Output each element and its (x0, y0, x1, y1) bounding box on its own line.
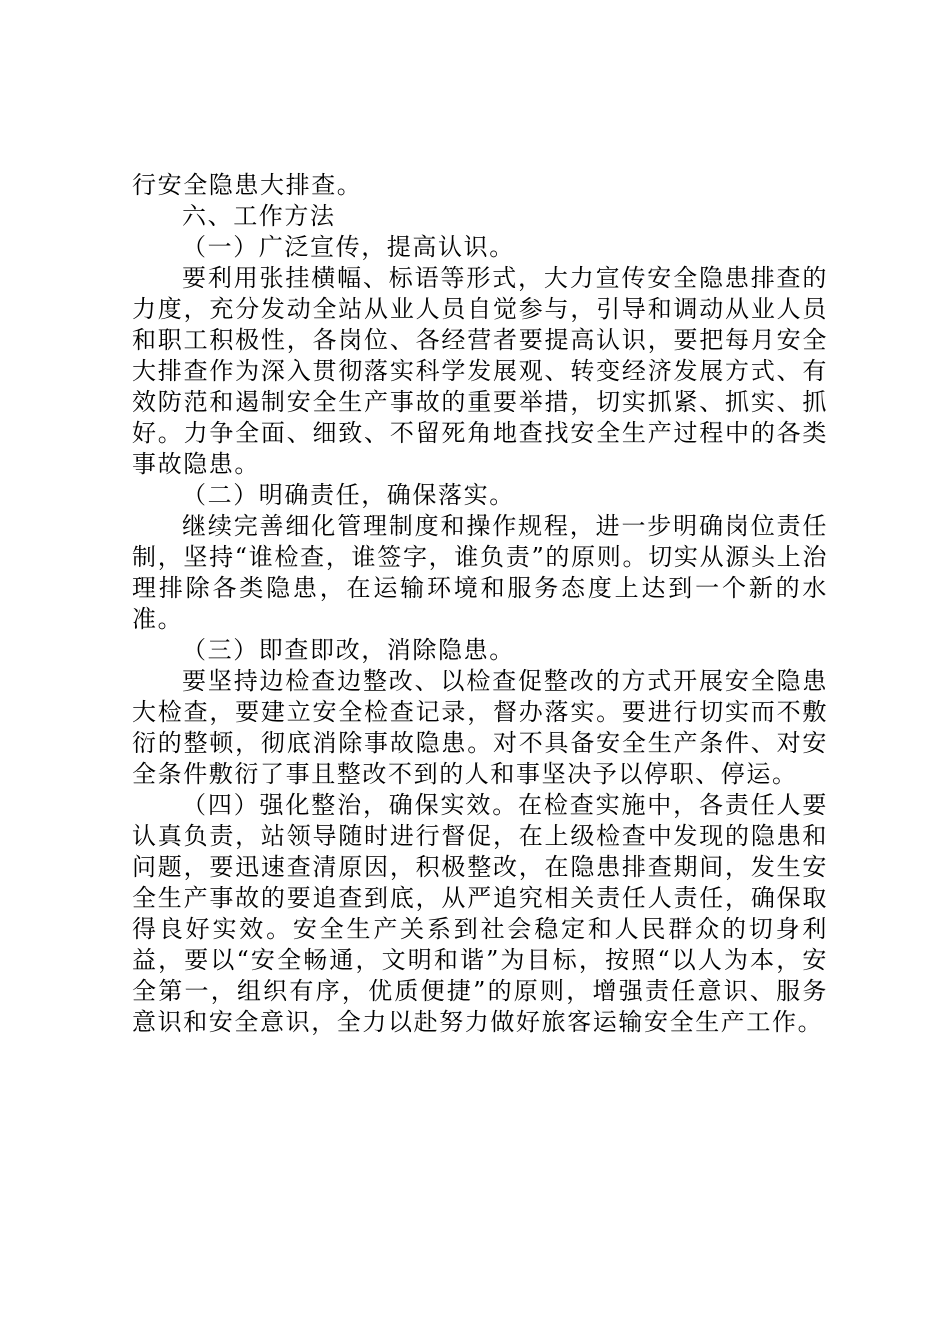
paragraph-publicity: 要利用张挂横幅、标语等形式，大力宣传安全隐患排查的力度，充分发动全站从业人员自觉参与，引导和调动从业人员和职工积极性，各岗位、各经营者要提高认识，要把每月安全大排查作为深入贯彻落实科学发展观、转变经济发展方式、有效防范和遏制安全生产事故的重要举措，切实抓紧、抓实、抓好。力争全面、细致、不留死角地查找安全生产过程中的各类事故隐患。 (132, 264, 828, 478)
document-body (132, 170, 828, 1038)
paragraph-responsibility: 继续完善细化管理制度和操作规程，进一步明确岗位责任制，坚持“谁检查，谁签字，谁负责”的原则。切实从源头上治理排除各类隐患，在运输环境和服务态度上达到一个新的水准。 (132, 512, 828, 633)
paragraph-rectification: 要坚持边检查边整改、以检查促整改的方式开展安全隐患大检查，要建立安全检查记录，督办落实。要进行切实而不敷衍的整顿，彻底消除事故隐患。对不具备安全生产条件、对安全条件敷衍了事且整改不到的人和事坚决予以停职、停运。 (132, 667, 828, 788)
paragraph-continuation: 行安全隐患大排查。 (132, 171, 363, 199)
subheading-responsibility: （二）明确责任，确保落实。 (182, 481, 515, 509)
section-heading-work-methods: 六、工作方法 (182, 202, 336, 230)
subheading-publicity: （一）广泛宣传，提高认识。 (182, 233, 515, 261)
paragraph-enforcement: （四）强化整治，确保实效。在检查实施中，各责任人要认真负责，站领导随时进行督促，在上级检查中发现的隐患和问题，要迅速查清原因，积极整改，在隐患排查期间，发生安全生产事故的要追查到底，从严追究相关责任人责任，确保取得良好实效。安全生产关系到社会稳定和人民群众的切身利益，要以“安全畅通，文明和谐”为目标，按照“以人为本，安全第一，组织有序，优质便捷”的原则，增强责任意识、服务意识和安全意识，全力以赴努力做好旅客运输安全生产工作。 (132, 791, 828, 1036)
subheading-rectification: （三）即查即改，消除隐患。 (182, 636, 515, 664)
